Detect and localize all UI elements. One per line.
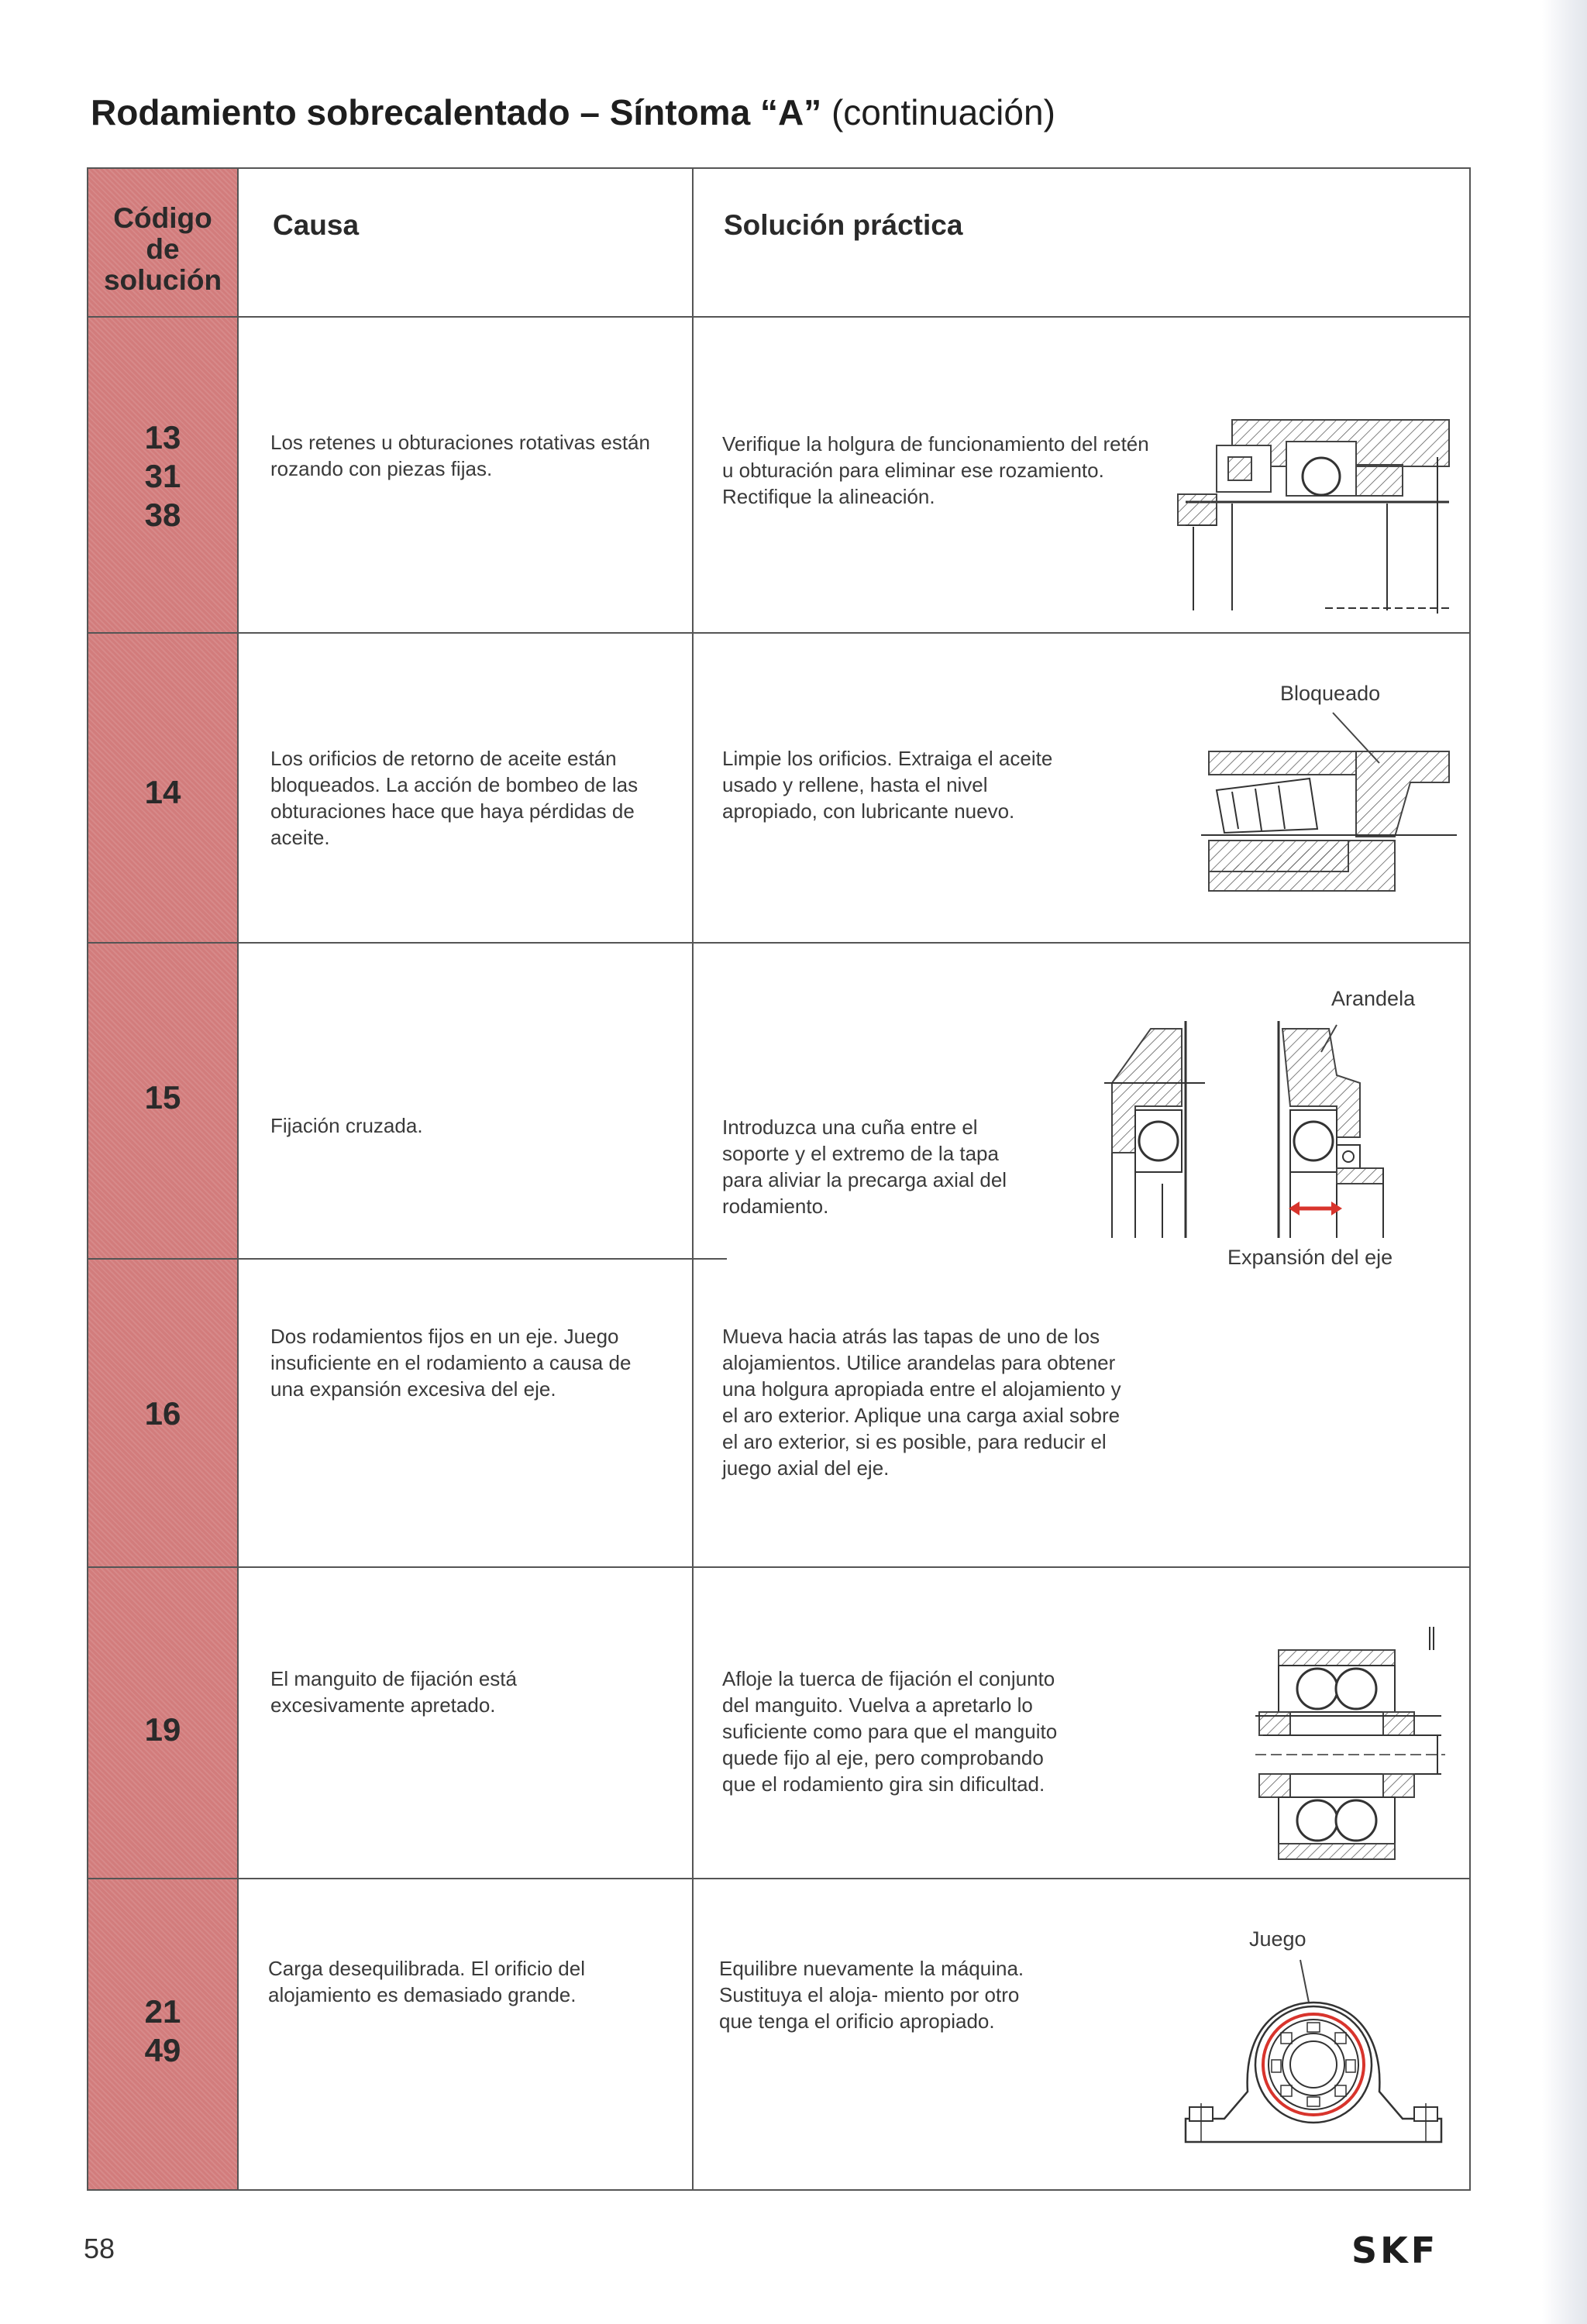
page-title	[91, 91, 1055, 133]
solution-code: 49	[144, 2032, 181, 2068]
row-divider	[87, 1878, 1471, 1879]
brand-logo: SKF	[1351, 2229, 1439, 2271]
row-codes	[87, 418, 239, 535]
header-code-line: solución	[103, 264, 222, 296]
seal-rubbing-illustration	[1170, 411, 1457, 620]
cause-text: Dos rodamientos fijos en un eje. Juego insuficiente en el rodamiento a causa de una expansión excesiva del eje.	[270, 1325, 632, 1401]
row-codes	[87, 1992, 239, 2070]
cross-locating-illustration	[1104, 1013, 1453, 1246]
header-cause: Causa	[273, 209, 360, 241]
page-title-main: Rodamiento sobrecalentado – Síntoma “A”	[91, 92, 822, 132]
solution-text: Mueva hacia atrás las tapas de uno de los alojamientos. Utilice arandelas para obtener una holgura apropiada entre el alojamiento y el aro exterior. Aplique una carga axial sobre el aro exterior, si es posible, para reducir el juego axial del eje.	[722, 1325, 1121, 1480]
figure-label-washer: Arandela	[1331, 987, 1416, 1010]
cause-text: Fijación cruzada.	[270, 1114, 423, 1137]
solution-code: 14	[144, 774, 181, 810]
header-code-line: Código	[113, 202, 212, 234]
solution-code: 13	[144, 419, 181, 456]
column-divider	[692, 167, 694, 2191]
header-divider	[87, 316, 1471, 318]
cause-text: Los retenes u obturaciones rotativas están rozando con piezas fijas.	[270, 431, 650, 480]
figure-label-clearance: Juego	[1249, 1927, 1306, 1951]
row-divider	[87, 1566, 1471, 1568]
row-codes	[87, 1394, 239, 1433]
header-code	[87, 203, 239, 296]
solution-code: 21	[144, 1993, 181, 2030]
plummer-block-illustration	[1170, 1952, 1457, 2154]
figure-label-blocked: Bloqueado	[1280, 682, 1381, 705]
solution-text: Afloje la tuerca de fijación el conjunto del manguito. Vuelva a apretarlo lo suficiente como para que el manguito quede fijo al eje, pero comprobando que el rodamiento gira sin dificultad.	[722, 1667, 1058, 1796]
solution-code: 16	[144, 1395, 181, 1432]
solution-text: Equilibre nuevamente la máquina. Sustituya el aloja- miento por otro que tenga el orificio apropiado.	[719, 1957, 1024, 2033]
cause-text: El manguito de fijación está excesivamente apretado.	[270, 1667, 517, 1717]
header-solution: Solución práctica	[724, 209, 963, 241]
solution-text: Verifique la holgura de funcionamiento del retén u obturación para eliminar ese rozamiento. Rectifique la alineación.	[722, 432, 1149, 508]
row-divider	[87, 632, 1471, 634]
blocked-oil-holes-illustration	[1201, 705, 1457, 906]
row-codes	[87, 773, 239, 812]
adapter-sleeve-illustration	[1240, 1619, 1449, 1871]
cause-text: Carga desequilibrada. El orificio del alojamiento es demasiado grande.	[268, 1957, 586, 2006]
page-edge	[1542, 0, 1587, 2324]
page-number: 58	[84, 2233, 115, 2264]
solution-text: Introduzca una cuña entre el soporte y el extremo de la tapa para aliviar la precarga axial del rodamiento.	[722, 1116, 1007, 1218]
row-divider	[87, 1258, 727, 1260]
row-divider	[87, 942, 1471, 944]
cause-text: Los orificios de retorno de aceite están bloqueados. La acción de bombeo de las obturaciones hace que haya pérdidas de aceite.	[270, 747, 639, 849]
row-codes	[87, 1710, 239, 1749]
solution-code: 38	[144, 497, 181, 533]
solution-text: Limpie los orificios. Extraiga el aceite usado y rellene, hasta el nivel apropiado, con lubricante nuevo.	[722, 747, 1053, 823]
solution-code: 19	[144, 1711, 181, 1748]
figure-label-shaft-expansion: Expansión del eje	[1227, 1246, 1393, 1269]
row-codes	[87, 1078, 239, 1117]
page-title-suffix: (continuación)	[821, 92, 1055, 132]
solution-code: 15	[144, 1079, 181, 1116]
header-code-line: de	[146, 233, 180, 265]
solution-code: 31	[144, 458, 181, 494]
